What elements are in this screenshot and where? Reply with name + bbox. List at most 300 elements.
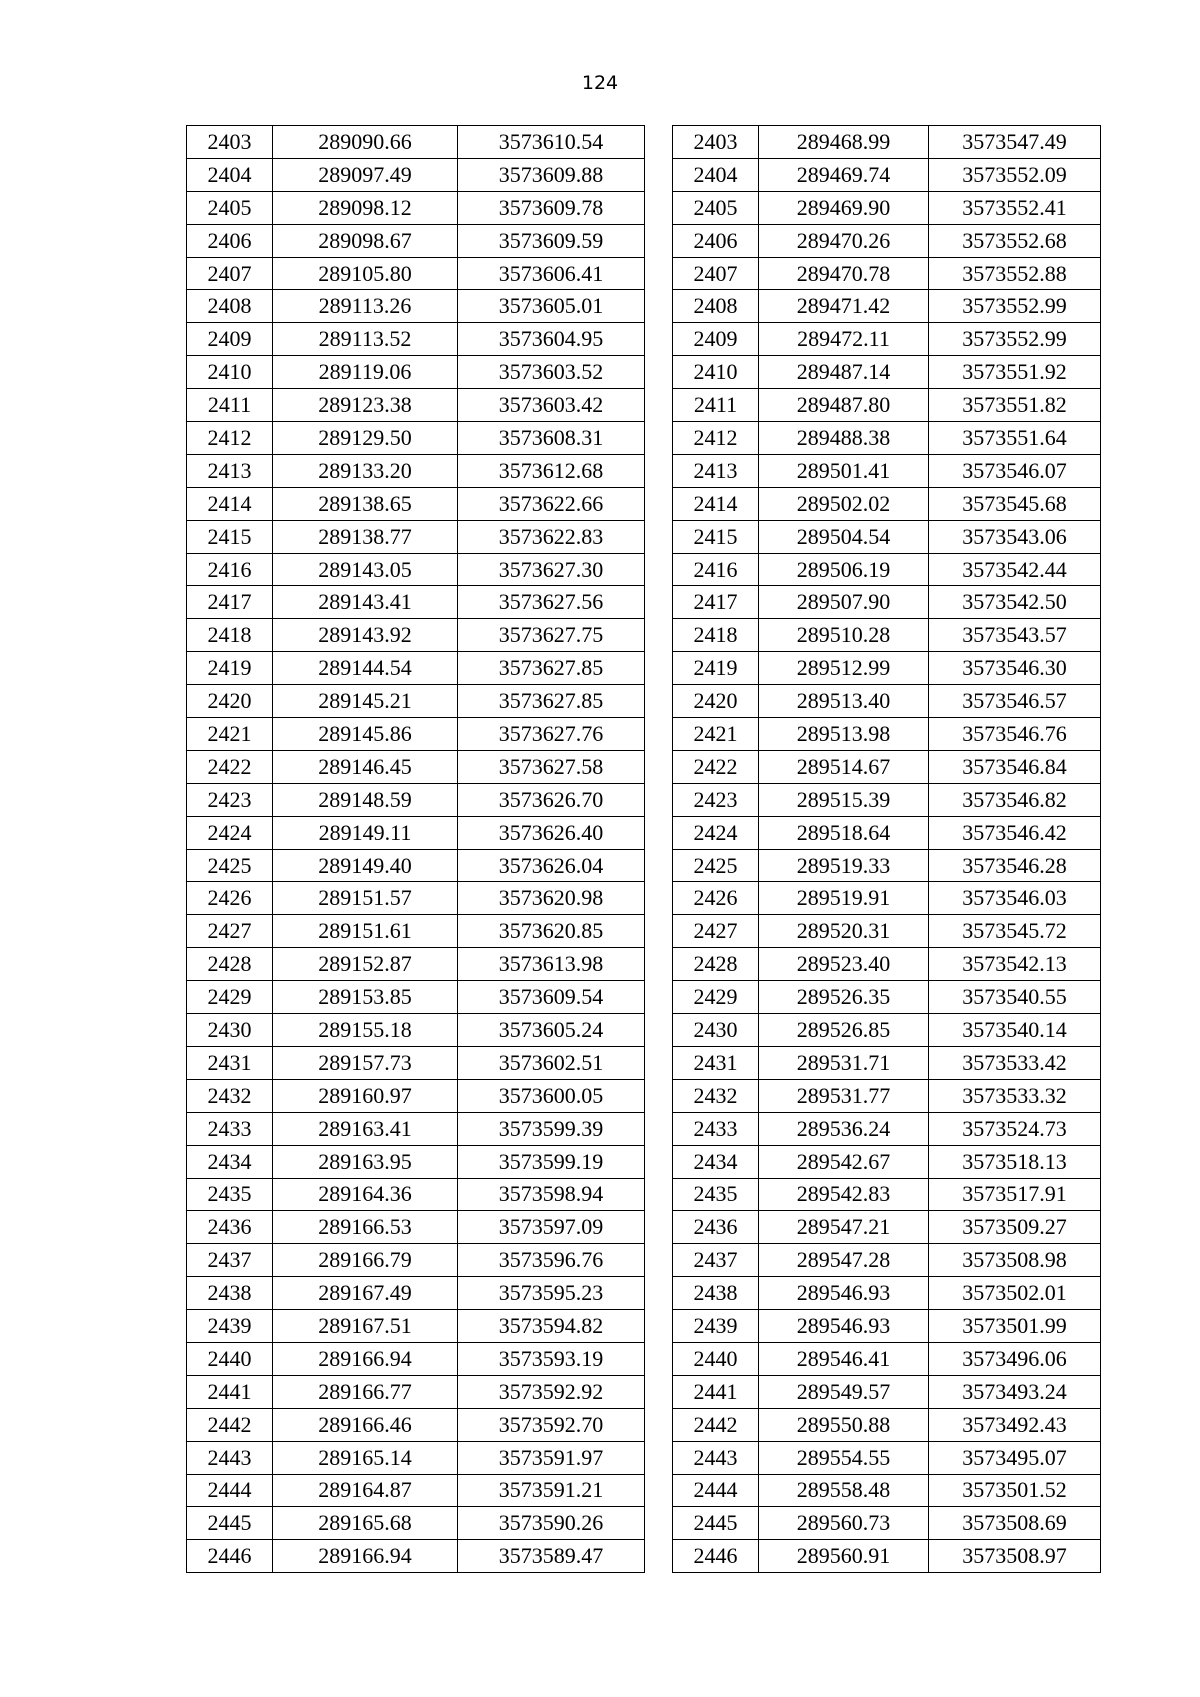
left-y-coordinate-cell: 3573627.85 <box>458 685 645 718</box>
right-point-id-cell: 2440 <box>673 1342 759 1375</box>
right-point-id-cell: 2419 <box>673 652 759 685</box>
spacer-cell <box>645 718 673 751</box>
left-x-coordinate-cell: 289133.20 <box>273 454 458 487</box>
right-x-coordinate-cell: 289468.99 <box>759 126 929 159</box>
right-point-id-cell: 2412 <box>673 422 759 455</box>
right-y-coordinate-cell: 3573546.42 <box>929 816 1101 849</box>
spacer-cell <box>645 257 673 290</box>
right-point-id-cell: 2409 <box>673 323 759 356</box>
left-x-coordinate-cell: 289167.51 <box>273 1310 458 1343</box>
left-y-coordinate-cell: 3573609.78 <box>458 191 645 224</box>
left-x-coordinate-cell: 289090.66 <box>273 126 458 159</box>
right-x-coordinate-cell: 289487.14 <box>759 356 929 389</box>
left-y-coordinate-cell: 3573604.95 <box>458 323 645 356</box>
left-x-coordinate-cell: 289165.14 <box>273 1441 458 1474</box>
right-x-coordinate-cell: 289506.19 <box>759 553 929 586</box>
right-x-coordinate-cell: 289471.42 <box>759 290 929 323</box>
left-y-coordinate-cell: 3573613.98 <box>458 948 645 981</box>
spacer-cell <box>645 948 673 981</box>
left-x-coordinate-cell: 289149.11 <box>273 816 458 849</box>
right-y-coordinate-cell: 3573552.99 <box>929 290 1101 323</box>
right-x-coordinate-cell: 289526.85 <box>759 1014 929 1047</box>
right-point-id-cell: 2420 <box>673 685 759 718</box>
right-point-id-cell: 2406 <box>673 224 759 257</box>
left-point-id-cell: 2423 <box>187 783 273 816</box>
right-y-coordinate-cell: 3573552.09 <box>929 158 1101 191</box>
left-y-coordinate-cell: 3573609.54 <box>458 981 645 1014</box>
left-y-coordinate-cell: 3573600.05 <box>458 1079 645 1112</box>
right-y-coordinate-cell: 3573509.27 <box>929 1211 1101 1244</box>
left-y-coordinate-cell: 3573626.40 <box>458 816 645 849</box>
left-y-coordinate-cell: 3573627.85 <box>458 652 645 685</box>
left-point-id-cell: 2422 <box>187 750 273 783</box>
right-point-id-cell: 2427 <box>673 915 759 948</box>
right-point-id-cell: 2422 <box>673 750 759 783</box>
right-point-id-cell: 2415 <box>673 520 759 553</box>
right-point-id-cell: 2429 <box>673 981 759 1014</box>
right-x-coordinate-cell: 289520.31 <box>759 915 929 948</box>
table-row <box>187 553 1101 586</box>
spacer-cell <box>645 1079 673 1112</box>
left-y-coordinate-cell: 3573592.70 <box>458 1408 645 1441</box>
left-y-coordinate-cell: 3573596.76 <box>458 1244 645 1277</box>
left-point-id-cell: 2418 <box>187 619 273 652</box>
spacer-cell <box>645 586 673 619</box>
left-point-id-cell: 2421 <box>187 718 273 751</box>
left-x-coordinate-cell: 289166.46 <box>273 1408 458 1441</box>
right-y-coordinate-cell: 3573552.88 <box>929 257 1101 290</box>
right-point-id-cell: 2433 <box>673 1112 759 1145</box>
left-x-coordinate-cell: 289157.73 <box>273 1046 458 1079</box>
right-y-coordinate-cell: 3573518.13 <box>929 1145 1101 1178</box>
left-x-coordinate-cell: 289163.41 <box>273 1112 458 1145</box>
left-x-coordinate-cell: 289164.36 <box>273 1178 458 1211</box>
spacer-cell <box>645 619 673 652</box>
spacer-cell <box>645 553 673 586</box>
right-x-coordinate-cell: 289515.39 <box>759 783 929 816</box>
table-row <box>187 652 1101 685</box>
left-x-coordinate-cell: 289166.79 <box>273 1244 458 1277</box>
table-row <box>187 948 1101 981</box>
right-x-coordinate-cell: 289469.74 <box>759 158 929 191</box>
coordinate-table <box>186 125 1101 1573</box>
table-row <box>187 520 1101 553</box>
spacer-cell <box>645 158 673 191</box>
right-point-id-cell: 2431 <box>673 1046 759 1079</box>
right-x-coordinate-cell: 289519.91 <box>759 882 929 915</box>
left-point-id-cell: 2415 <box>187 520 273 553</box>
left-point-id-cell: 2414 <box>187 487 273 520</box>
right-x-coordinate-cell: 289513.98 <box>759 718 929 751</box>
table-row <box>187 586 1101 619</box>
left-x-coordinate-cell: 289167.49 <box>273 1277 458 1310</box>
left-point-id-cell: 2446 <box>187 1540 273 1573</box>
left-x-coordinate-cell: 289153.85 <box>273 981 458 1014</box>
left-y-coordinate-cell: 3573622.66 <box>458 487 645 520</box>
table-row <box>187 750 1101 783</box>
right-x-coordinate-cell: 289510.28 <box>759 619 929 652</box>
left-x-coordinate-cell: 289163.95 <box>273 1145 458 1178</box>
left-x-coordinate-cell: 289097.49 <box>273 158 458 191</box>
table-row <box>187 1014 1101 1047</box>
spacer-cell <box>645 1441 673 1474</box>
table-row <box>187 1277 1101 1310</box>
left-point-id-cell: 2430 <box>187 1014 273 1047</box>
spacer-cell <box>645 1178 673 1211</box>
left-x-coordinate-cell: 289105.80 <box>273 257 458 290</box>
spacer-cell <box>645 1112 673 1145</box>
right-point-id-cell: 2408 <box>673 290 759 323</box>
table-row <box>187 257 1101 290</box>
left-y-coordinate-cell: 3573622.83 <box>458 520 645 553</box>
left-y-coordinate-cell: 3573606.41 <box>458 257 645 290</box>
left-x-coordinate-cell: 289151.61 <box>273 915 458 948</box>
right-y-coordinate-cell: 3573551.92 <box>929 356 1101 389</box>
table-row <box>187 915 1101 948</box>
right-y-coordinate-cell: 3573546.76 <box>929 718 1101 751</box>
left-point-id-cell: 2420 <box>187 685 273 718</box>
left-y-coordinate-cell: 3573627.76 <box>458 718 645 751</box>
spacer-cell <box>645 323 673 356</box>
right-y-coordinate-cell: 3573493.24 <box>929 1375 1101 1408</box>
left-point-id-cell: 2417 <box>187 586 273 619</box>
right-y-coordinate-cell: 3573543.06 <box>929 520 1101 553</box>
left-y-coordinate-cell: 3573620.85 <box>458 915 645 948</box>
right-x-coordinate-cell: 289542.67 <box>759 1145 929 1178</box>
spacer-cell <box>645 389 673 422</box>
left-point-id-cell: 2441 <box>187 1375 273 1408</box>
right-y-coordinate-cell: 3573546.07 <box>929 454 1101 487</box>
left-x-coordinate-cell: 289123.38 <box>273 389 458 422</box>
right-point-id-cell: 2434 <box>673 1145 759 1178</box>
right-x-coordinate-cell: 289523.40 <box>759 948 929 981</box>
left-x-coordinate-cell: 289166.94 <box>273 1342 458 1375</box>
spacer-cell <box>645 1310 673 1343</box>
left-point-id-cell: 2434 <box>187 1145 273 1178</box>
right-x-coordinate-cell: 289550.88 <box>759 1408 929 1441</box>
table-row <box>187 981 1101 1014</box>
right-point-id-cell: 2403 <box>673 126 759 159</box>
table-row <box>187 1375 1101 1408</box>
right-x-coordinate-cell: 289487.80 <box>759 389 929 422</box>
right-y-coordinate-cell: 3573552.41 <box>929 191 1101 224</box>
left-y-coordinate-cell: 3573627.75 <box>458 619 645 652</box>
table-row <box>187 1474 1101 1507</box>
spacer-cell <box>645 1244 673 1277</box>
right-y-coordinate-cell: 3573495.07 <box>929 1441 1101 1474</box>
left-x-coordinate-cell: 289149.40 <box>273 849 458 882</box>
table-row <box>187 158 1101 191</box>
right-point-id-cell: 2443 <box>673 1441 759 1474</box>
table-row <box>187 1441 1101 1474</box>
right-x-coordinate-cell: 289558.48 <box>759 1474 929 1507</box>
right-point-id-cell: 2425 <box>673 849 759 882</box>
left-y-coordinate-cell: 3573590.26 <box>458 1507 645 1540</box>
spacer-cell <box>645 422 673 455</box>
right-point-id-cell: 2438 <box>673 1277 759 1310</box>
right-y-coordinate-cell: 3573547.49 <box>929 126 1101 159</box>
left-x-coordinate-cell: 289166.77 <box>273 1375 458 1408</box>
left-x-coordinate-cell: 289164.87 <box>273 1474 458 1507</box>
right-x-coordinate-cell: 289547.21 <box>759 1211 929 1244</box>
table-row <box>187 882 1101 915</box>
left-point-id-cell: 2406 <box>187 224 273 257</box>
spacer-cell <box>645 816 673 849</box>
right-x-coordinate-cell: 289501.41 <box>759 454 929 487</box>
right-x-coordinate-cell: 289560.73 <box>759 1507 929 1540</box>
left-x-coordinate-cell: 289129.50 <box>273 422 458 455</box>
right-point-id-cell: 2436 <box>673 1211 759 1244</box>
right-x-coordinate-cell: 289549.57 <box>759 1375 929 1408</box>
left-y-coordinate-cell: 3573603.42 <box>458 389 645 422</box>
right-point-id-cell: 2413 <box>673 454 759 487</box>
left-y-coordinate-cell: 3573603.52 <box>458 356 645 389</box>
spacer-cell <box>645 685 673 718</box>
left-x-coordinate-cell: 289143.05 <box>273 553 458 586</box>
spacer-cell <box>645 191 673 224</box>
left-y-coordinate-cell: 3573592.92 <box>458 1375 645 1408</box>
left-x-coordinate-cell: 289138.77 <box>273 520 458 553</box>
right-point-id-cell: 2441 <box>673 1375 759 1408</box>
left-point-id-cell: 2419 <box>187 652 273 685</box>
left-point-id-cell: 2411 <box>187 389 273 422</box>
spacer-cell <box>645 1507 673 1540</box>
right-y-coordinate-cell: 3573546.82 <box>929 783 1101 816</box>
left-y-coordinate-cell: 3573605.24 <box>458 1014 645 1047</box>
left-point-id-cell: 2405 <box>187 191 273 224</box>
left-point-id-cell: 2445 <box>187 1507 273 1540</box>
right-y-coordinate-cell: 3573546.84 <box>929 750 1101 783</box>
right-y-coordinate-cell: 3573496.06 <box>929 1342 1101 1375</box>
table-row <box>187 356 1101 389</box>
left-x-coordinate-cell: 289165.68 <box>273 1507 458 1540</box>
right-point-id-cell: 2445 <box>673 1507 759 1540</box>
left-x-coordinate-cell: 289119.06 <box>273 356 458 389</box>
left-point-id-cell: 2424 <box>187 816 273 849</box>
right-y-coordinate-cell: 3573524.73 <box>929 1112 1101 1145</box>
right-y-coordinate-cell: 3573502.01 <box>929 1277 1101 1310</box>
table-row <box>187 224 1101 257</box>
left-y-coordinate-cell: 3573627.30 <box>458 553 645 586</box>
right-x-coordinate-cell: 289546.41 <box>759 1342 929 1375</box>
right-point-id-cell: 2404 <box>673 158 759 191</box>
left-x-coordinate-cell: 289152.87 <box>273 948 458 981</box>
left-point-id-cell: 2404 <box>187 158 273 191</box>
spacer-cell <box>645 652 673 685</box>
right-point-id-cell: 2423 <box>673 783 759 816</box>
left-y-coordinate-cell: 3573593.19 <box>458 1342 645 1375</box>
right-x-coordinate-cell: 289469.90 <box>759 191 929 224</box>
right-point-id-cell: 2405 <box>673 191 759 224</box>
right-y-coordinate-cell: 3573545.72 <box>929 915 1101 948</box>
left-y-coordinate-cell: 3573591.21 <box>458 1474 645 1507</box>
right-point-id-cell: 2442 <box>673 1408 759 1441</box>
spacer-cell <box>645 1408 673 1441</box>
right-x-coordinate-cell: 289526.35 <box>759 981 929 1014</box>
left-point-id-cell: 2403 <box>187 126 273 159</box>
table-row <box>187 487 1101 520</box>
left-x-coordinate-cell: 289145.21 <box>273 685 458 718</box>
left-point-id-cell: 2428 <box>187 948 273 981</box>
left-x-coordinate-cell: 289143.92 <box>273 619 458 652</box>
left-y-coordinate-cell: 3573626.70 <box>458 783 645 816</box>
left-x-coordinate-cell: 289146.45 <box>273 750 458 783</box>
right-y-coordinate-cell: 3573546.03 <box>929 882 1101 915</box>
right-point-id-cell: 2411 <box>673 389 759 422</box>
left-x-coordinate-cell: 289160.97 <box>273 1079 458 1112</box>
spacer-cell <box>645 750 673 783</box>
right-point-id-cell: 2428 <box>673 948 759 981</box>
table-row <box>187 1342 1101 1375</box>
spacer-cell <box>645 1342 673 1375</box>
left-y-coordinate-cell: 3573608.31 <box>458 422 645 455</box>
table-row <box>187 126 1101 159</box>
right-point-id-cell: 2430 <box>673 1014 759 1047</box>
left-point-id-cell: 2410 <box>187 356 273 389</box>
right-x-coordinate-cell: 289519.33 <box>759 849 929 882</box>
table-row <box>187 1178 1101 1211</box>
spacer-cell <box>645 224 673 257</box>
right-y-coordinate-cell: 3573533.32 <box>929 1079 1101 1112</box>
right-x-coordinate-cell: 289504.54 <box>759 520 929 553</box>
right-y-coordinate-cell: 3573552.99 <box>929 323 1101 356</box>
right-point-id-cell: 2418 <box>673 619 759 652</box>
table-row <box>187 389 1101 422</box>
table-row <box>187 454 1101 487</box>
left-point-id-cell: 2426 <box>187 882 273 915</box>
spacer-cell <box>645 1046 673 1079</box>
spacer-cell <box>645 1014 673 1047</box>
left-x-coordinate-cell: 289148.59 <box>273 783 458 816</box>
right-y-coordinate-cell: 3573540.55 <box>929 981 1101 1014</box>
right-x-coordinate-cell: 289531.77 <box>759 1079 929 1112</box>
left-point-id-cell: 2443 <box>187 1441 273 1474</box>
left-y-coordinate-cell: 3573597.09 <box>458 1211 645 1244</box>
left-point-id-cell: 2409 <box>187 323 273 356</box>
left-point-id-cell: 2416 <box>187 553 273 586</box>
right-x-coordinate-cell: 289547.28 <box>759 1244 929 1277</box>
left-y-coordinate-cell: 3573589.47 <box>458 1540 645 1573</box>
spacer-cell <box>645 1540 673 1573</box>
right-y-coordinate-cell: 3573546.30 <box>929 652 1101 685</box>
right-y-coordinate-cell: 3573545.68 <box>929 487 1101 520</box>
right-y-coordinate-cell: 3573517.91 <box>929 1178 1101 1211</box>
right-x-coordinate-cell: 289554.55 <box>759 1441 929 1474</box>
right-y-coordinate-cell: 3573508.98 <box>929 1244 1101 1277</box>
left-y-coordinate-cell: 3573609.59 <box>458 224 645 257</box>
spacer-cell <box>645 915 673 948</box>
right-y-coordinate-cell: 3573542.44 <box>929 553 1101 586</box>
right-y-coordinate-cell: 3573540.14 <box>929 1014 1101 1047</box>
right-x-coordinate-cell: 289560.91 <box>759 1540 929 1573</box>
left-point-id-cell: 2425 <box>187 849 273 882</box>
left-y-coordinate-cell: 3573594.82 <box>458 1310 645 1343</box>
table-row <box>187 1211 1101 1244</box>
table-row <box>187 1079 1101 1112</box>
spacer-cell <box>645 454 673 487</box>
right-x-coordinate-cell: 289531.71 <box>759 1046 929 1079</box>
left-x-coordinate-cell: 289166.53 <box>273 1211 458 1244</box>
left-point-id-cell: 2408 <box>187 290 273 323</box>
left-x-coordinate-cell: 289138.65 <box>273 487 458 520</box>
right-y-coordinate-cell: 3573542.50 <box>929 586 1101 619</box>
right-x-coordinate-cell: 289513.40 <box>759 685 929 718</box>
right-x-coordinate-cell: 289512.99 <box>759 652 929 685</box>
right-point-id-cell: 2421 <box>673 718 759 751</box>
left-point-id-cell: 2432 <box>187 1079 273 1112</box>
left-x-coordinate-cell: 289098.12 <box>273 191 458 224</box>
table-row <box>187 422 1101 455</box>
spacer-cell <box>645 356 673 389</box>
right-x-coordinate-cell: 289472.11 <box>759 323 929 356</box>
spacer-cell <box>645 849 673 882</box>
left-y-coordinate-cell: 3573595.23 <box>458 1277 645 1310</box>
table-row <box>187 1145 1101 1178</box>
right-point-id-cell: 2410 <box>673 356 759 389</box>
left-y-coordinate-cell: 3573602.51 <box>458 1046 645 1079</box>
table-row <box>187 816 1101 849</box>
right-point-id-cell: 2432 <box>673 1079 759 1112</box>
right-point-id-cell: 2416 <box>673 553 759 586</box>
right-x-coordinate-cell: 289542.83 <box>759 1178 929 1211</box>
table-row <box>187 191 1101 224</box>
right-y-coordinate-cell: 3573501.99 <box>929 1310 1101 1343</box>
right-y-coordinate-cell: 3573551.82 <box>929 389 1101 422</box>
left-point-id-cell: 2436 <box>187 1211 273 1244</box>
right-y-coordinate-cell: 3573543.57 <box>929 619 1101 652</box>
spacer-cell <box>645 520 673 553</box>
right-point-id-cell: 2435 <box>673 1178 759 1211</box>
right-y-coordinate-cell: 3573501.52 <box>929 1474 1101 1507</box>
right-y-coordinate-cell: 3573546.28 <box>929 849 1101 882</box>
right-point-id-cell: 2437 <box>673 1244 759 1277</box>
spacer-cell <box>645 981 673 1014</box>
left-point-id-cell: 2438 <box>187 1277 273 1310</box>
spacer-cell <box>645 487 673 520</box>
left-x-coordinate-cell: 289166.94 <box>273 1540 458 1573</box>
right-x-coordinate-cell: 289470.78 <box>759 257 929 290</box>
left-y-coordinate-cell: 3573627.58 <box>458 750 645 783</box>
table-row <box>187 1408 1101 1441</box>
left-point-id-cell: 2444 <box>187 1474 273 1507</box>
left-point-id-cell: 2435 <box>187 1178 273 1211</box>
spacer-cell <box>645 783 673 816</box>
spacer-cell <box>645 1145 673 1178</box>
left-point-id-cell: 2429 <box>187 981 273 1014</box>
left-x-coordinate-cell: 289143.41 <box>273 586 458 619</box>
right-point-id-cell: 2444 <box>673 1474 759 1507</box>
right-x-coordinate-cell: 289518.64 <box>759 816 929 849</box>
right-x-coordinate-cell: 289546.93 <box>759 1277 929 1310</box>
spacer-cell <box>645 1211 673 1244</box>
table-row <box>187 1507 1101 1540</box>
table-row <box>187 323 1101 356</box>
table-row <box>187 718 1101 751</box>
right-x-coordinate-cell: 289546.93 <box>759 1310 929 1343</box>
right-point-id-cell: 2446 <box>673 1540 759 1573</box>
table-row <box>187 1244 1101 1277</box>
left-y-coordinate-cell: 3573610.54 <box>458 126 645 159</box>
table-row <box>187 290 1101 323</box>
right-point-id-cell: 2439 <box>673 1310 759 1343</box>
left-point-id-cell: 2437 <box>187 1244 273 1277</box>
left-point-id-cell: 2407 <box>187 257 273 290</box>
coordinate-table-body <box>187 126 1101 1573</box>
left-x-coordinate-cell: 289145.86 <box>273 718 458 751</box>
right-y-coordinate-cell: 3573552.68 <box>929 224 1101 257</box>
right-y-coordinate-cell: 3573508.69 <box>929 1507 1101 1540</box>
left-y-coordinate-cell: 3573591.97 <box>458 1441 645 1474</box>
